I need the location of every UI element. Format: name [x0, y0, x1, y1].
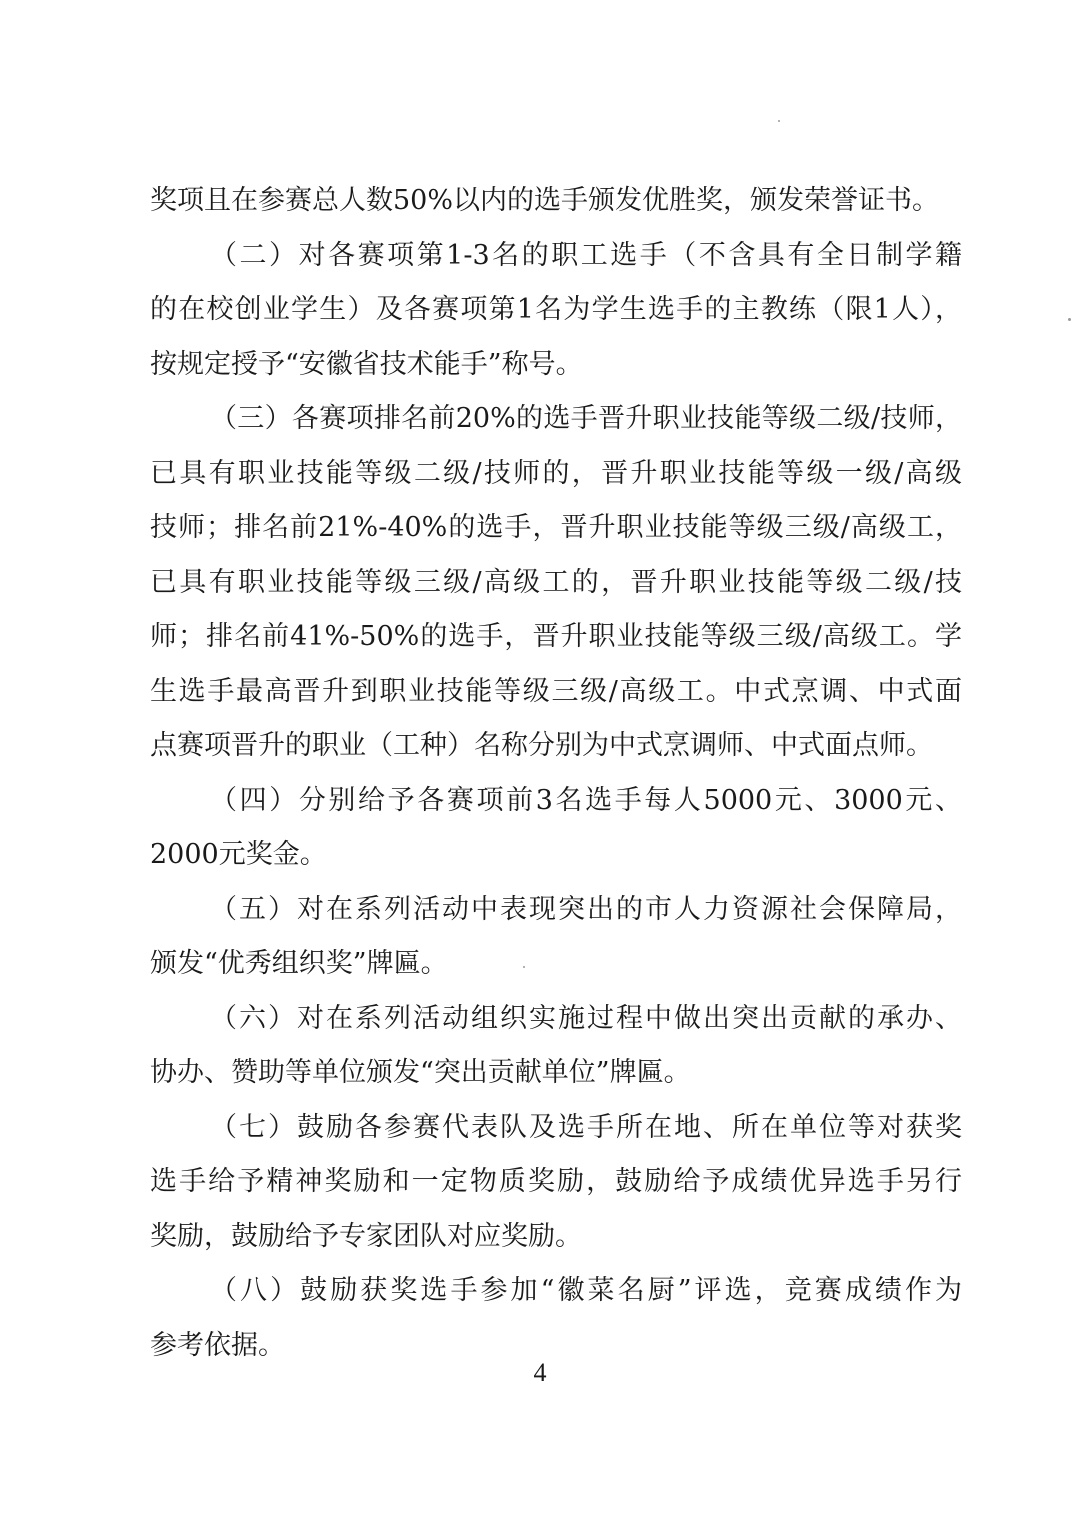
scan-speck [523, 966, 525, 968]
paragraph [150, 774, 962, 883]
text-line: （五）对在系列活动中表现突出的市人力资源社会保障局， [210, 893, 962, 925]
text-line: （三）各赛项排名前20%的选手晋升职业技能等级二级/技师， [210, 403, 962, 434]
text-line: （二）对各赛项第1-3名的职工选手（不含具有全日制学籍 [210, 239, 962, 271]
text-line: 2000元奖金。 [150, 839, 327, 870]
text-line: 技师；排名前21%-40%的选手，晋升职业技能等级三级/高级工， [150, 512, 962, 543]
paragraph [150, 174, 962, 229]
text-line: （六）对在系列活动组织实施过程中做出突出贡献的承办、 [210, 1002, 962, 1034]
text-line: 师；排名前41%-50%的选手，晋升职业技能等级三级/高级工。学 [150, 621, 962, 652]
text-line: 按规定授予“安徽省技术能手”称号。 [150, 348, 583, 380]
scan-speck [1068, 318, 1071, 321]
text-line: 的在校创业学生）及各赛项第1名为学生选手的主教练（限1人）， [150, 294, 962, 325]
text-line: （七）鼓励各参赛代表队及选手所在地、所在单位等对获奖 [210, 1111, 962, 1143]
scan-speck [778, 120, 780, 122]
paragraph [150, 1101, 962, 1265]
text-line: （八）鼓励获奖选手参加“徽菜名厨”评选，竞赛成绩作为 [210, 1275, 962, 1306]
text-line: （四）分别给予各赛项前3名选手每人5000元、3000元、 [210, 784, 962, 816]
text-line: 奖励，鼓励给予专家团队对应奖励。 [150, 1220, 582, 1252]
text-line: 协办、赞助等单位颁发“突出贡献单位”牌匾。 [150, 1057, 691, 1088]
text-line: 参考依据。 [150, 1329, 285, 1361]
text-line: 已具有职业技能等级三级/高级工的，晋升职业技能等级二级/技 [150, 566, 962, 598]
text-line: 已具有职业技能等级二级/技师的，晋升职业技能等级一级/高级 [150, 457, 962, 489]
paragraph [150, 392, 962, 774]
paragraph [150, 229, 962, 393]
text-line: 点赛项晋升的职业（工种）名称分别为中式烹调师、中式面点师。 [150, 730, 933, 761]
document-body [150, 174, 962, 1373]
text-line: 生选手最高晋升到职业技能等级三级/高级工。中式烹调、中式面 [150, 675, 962, 707]
paragraph [150, 883, 962, 992]
text-line: 颁发“优秀组织奖”牌匾。 [150, 948, 448, 979]
paragraph [150, 992, 962, 1101]
text-line: 奖项且在参赛总人数50%以内的选手颁发优胜奖，颁发荣誉证书。 [150, 185, 940, 216]
paragraph [150, 1264, 962, 1373]
text-line: 选手给予精神奖励和一定物质奖励，鼓励给予成绩优异选手另行 [150, 1166, 962, 1197]
page-number: 4 [533, 1358, 547, 1387]
